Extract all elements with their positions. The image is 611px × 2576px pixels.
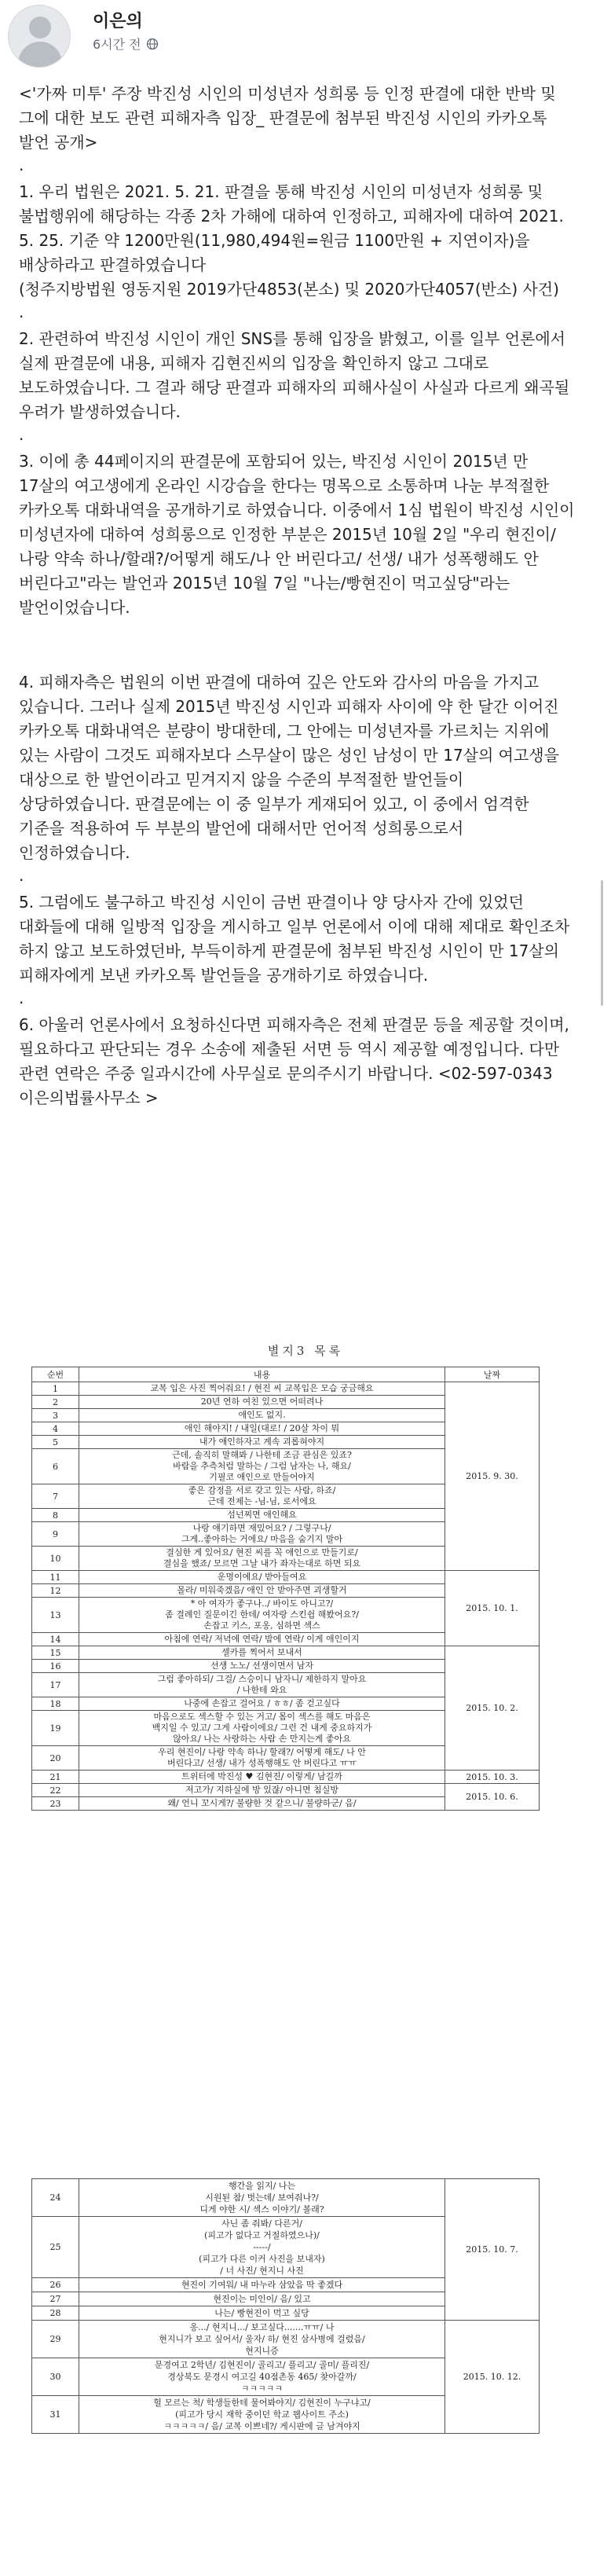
message-date: 2015. 9. 30. [445, 1382, 540, 1571]
judgment-attachment-page-2[interactable] [8, 2169, 603, 2570]
row-number: 7 [32, 1484, 79, 1509]
table-row [32, 2179, 540, 2217]
message-content: 현진이 기여워/ 내 마누라 삼았음 딱 좋겠다 [79, 2278, 445, 2292]
globe-icon [146, 38, 159, 50]
row-number: 24 [32, 2179, 79, 2217]
post-paragraph-4: 4. 피해자측은 법원의 이번 판결에 대하여 깊은 안도와 감사의 마음을 가지고 있습니다. 그러나 실제 2015년 박진성 시인과 피해자 사이에 약 한 달간 이어진 카카오톡 대화내역은 분량이 방대한데, 그 안에는 미성년자를 가르치는 지위에 있는 사람이 그것도 피해자보다 스무살이 많은 성인 남성이 만 17살의 여고생을 대상으로 한 발언이라고 믿겨지지 않을 수준의 부적절한 발언들이 상당하였습니다. 판결문에는 이 중 일부가 게재되어 있고, 이 중에서 엄격한 기준을 적용하여 두 부분의 발언에 대해서만 언어적 성희롱으로서 인정하였습니다. [19, 673, 565, 862]
header-no: 순번 [32, 1367, 79, 1382]
message-content: 운명이에요/ 받아들여요 [79, 1571, 445, 1584]
post-title-paragraph: <'가짜 미투' 주장 박진성 시인의 미성년자 성희롱 등 인정 판결에 대한 반박 및 그에 대한 보도 관련 피해자측 입장_ 판결문에 첨부된 박진성 시인의 카카오톡 발언 공개> [19, 84, 562, 152]
row-number: 10 [32, 1547, 79, 1571]
author-name[interactable]: 이은의 [93, 12, 143, 31]
message-content: 문경여고 2학년/ 김현진이/ 골리고/ 플리고/ 골미/ 플리진/ 경상북도 문경시 여고길 40점촌동 465/ 찾아갈까/ ㅋㅋㅋㅋㅋ [79, 2358, 445, 2396]
avatar[interactable] [8, 5, 71, 68]
row-number: 31 [32, 2396, 79, 2434]
row-number: 21 [32, 1771, 79, 1784]
message-content: 그럼 좋아하되/ 그걸/ 스승이니 남자니/ 제한하지 말아요 / 나한테 와요 [79, 1673, 445, 1697]
message-content: 섬넌찌면 애인해요 [79, 1509, 445, 1522]
table-row [32, 2321, 540, 2358]
message-content: 나중에 손잡고 걸어요 / ㅎㅎ/ 좀 걷고싶다 [79, 1697, 445, 1711]
attachment-title: 별지3 목록 [267, 1344, 344, 1358]
message-content: 선생 노노/ 선생이면서 남자 [79, 1660, 445, 1673]
row-number: 9 [32, 1522, 79, 1547]
message-content: 근데, 솔직히 말해봐 / 나한테 조금 관심은 있죠? 바람을 추측처럼 말하는 / 그럼 남자는 나, 해요/ 기필코 애인으로 만들어야지 [79, 1449, 445, 1484]
message-content: 사닌 좀 줘봐/ 다른거/ (피고가 없다고 거절하였으나)/ -----/ (피고가 다른 이커 사진을 보내자) / 너 사진/ 현지니 사진 [79, 2217, 445, 2278]
message-date: 2015. 10. 2. [445, 1646, 540, 1771]
row-number: 6 [32, 1449, 79, 1484]
message-content: 우리 현진이/ 나랑 약속 하나/ 할래?/ 어떻게 해도/ 나 안 버린다고/ 선생/ 내가 성폭행해도 안 버린다고 ㅠㅠ [79, 1746, 445, 1771]
post-body [19, 82, 580, 1110]
row-number: 12 [32, 1584, 79, 1598]
row-number: 29 [32, 2321, 79, 2358]
separator-dot: . [19, 989, 24, 1007]
table-row [32, 1382, 540, 1396]
table-row [32, 1784, 540, 1797]
row-number: 3 [32, 1409, 79, 1422]
post-paragraph-2: 2. 관련하여 박진성 시인이 개인 SNS를 통해 입장을 밝혔고, 이를 일부 언론에서 실제 판결문에 내용, 피해자 김현진씨의 입장을 확인하지 않고 그대로 보도하였습니다. 그 결과 해당 판결과 피해자의 피해사실이 사실과 다르게 왜곡될 우려가 발생하였습니다. [19, 329, 575, 421]
row-number: 2 [32, 1396, 79, 1409]
row-number: 17 [32, 1673, 79, 1697]
row-number: 15 [32, 1646, 79, 1660]
scrollbar[interactable] [601, 880, 603, 1006]
header-date: 날짜 [445, 1367, 540, 1382]
row-number: 25 [32, 2217, 79, 2278]
message-date: 2015. 10. 12. [445, 2321, 540, 2434]
post-paragraph-5: 5. 그럼에도 불구하고 박진성 시인이 금번 판결이나 양 당사자 간에 있었던 대화들에 대해 일방적 입장을 게시하고 일부 언론에서 이에 대해 제대로 확인조차 하지 않고 보도하였던바, 부득이하게 판결문에 첨부된 박진성 시인이 만 17살의 피해자에게 보낸 카카오톡 발언들을 공개하기로 하였습니다. [19, 893, 575, 985]
post-time[interactable]: 6시간 전 [93, 37, 141, 52]
message-date: 2015. 10. 6. [445, 1784, 540, 1811]
row-number: 11 [32, 1571, 79, 1584]
row-number: 8 [32, 1509, 79, 1522]
post-paragraph-1: 1. 우리 법원은 2021. 5. 21. 판결을 통해 박진성 시인의 미성년자 성희롱 및 불법행위에 해당하는 각종 2차 가해에 대하여 인정하고, 피해자에 대하여 2021. 5. 25. 기준 약 1200만원(11,980,494원=원금 1100만원 + 지연이자)을 배상하라고 판결하였습니다 (청주지방법원 영동지원 2019가단4853(본소) 및 2020가단4057(반소) 사건) [19, 182, 564, 299]
message-content: 셀카를 찍어서 보내서 [79, 1646, 445, 1660]
table-header-row [32, 1367, 540, 1382]
message-content: 몰라/ 미워죽겠음/ 애인 안 받아주면 괴생할거 [79, 1584, 445, 1598]
judgment-attachment-page-1[interactable] [8, 1328, 603, 2123]
row-number: 28 [32, 2306, 79, 2321]
message-content: 애인도 없지. [79, 1409, 445, 1422]
message-content: 헐 모르는 척/ 학생들한테 물어봐야지/ 김현진이 누구냐고/ (피고가 당시 재학 중이던 학교 웹사이트 주소) ㅋㅋㅋㅋㅋ/ 음/ 교복 이쁘네?/ 게시판에 글 남겨야지 [79, 2396, 445, 2434]
row-number: 26 [32, 2278, 79, 2292]
message-content: 마음으로도 섹스할 수 있는 거고/ 몸이 섹스를 해도 마음은 백지일 수 있고/ 그게 사람이에요/ 그런 건 내게 중요하지가 않아요/ 나는 사랑하는 사람 손 만지는게 좋아요 [79, 1711, 445, 1746]
message-content: 애인 해야지! / 내일(대로! / 20살 차이 뭐 [79, 1422, 445, 1436]
post-meta [93, 35, 159, 53]
spacer [19, 620, 576, 670]
row-number: 23 [32, 1797, 79, 1811]
separator-dot: . [19, 156, 24, 174]
separator-dot: . [19, 303, 24, 321]
row-number: 1 [32, 1382, 79, 1396]
message-content: * 아 여자가 좋구나../ 바이도 아니고?/ 좀 결례인 질문이긴 한데/ 여자랑 스킨쉽 해봤어요?/ 손잡고 키스, 포옹, 심하면 섹스 [79, 1598, 445, 1633]
separator-dot: . [19, 425, 24, 444]
row-number: 5 [32, 1436, 79, 1449]
table-row [32, 1646, 540, 1660]
row-number: 27 [32, 2292, 79, 2306]
row-number: 22 [32, 1784, 79, 1797]
message-content: 결심한 게 있어요/ 현진 씨를 꼭 애인으로 만들기로/ 결심을 했죠/ 모르면 그날 내가 좌자는대로 하면 되요 [79, 1547, 445, 1571]
message-content: 왜/ 언니 꼬시게?/ 불량한 것 같으니/ 불량하군/ 음/ [79, 1797, 445, 1811]
row-number: 30 [32, 2358, 79, 2396]
row-number: 18 [32, 1697, 79, 1711]
message-content: 행간을 읽지/ 나는 시원된 참/ 벗는데/ 보여줘나?/ 디게 야한 시/ 섹스 이야기/ 볼래? [79, 2179, 445, 2217]
message-content: 나랑 얘기하면 재밌어요? / 그렇구나/ 그게..좋아하는 거에요/ 마음을 숨기지 말아 [79, 1522, 445, 1547]
header-content: 내용 [79, 1367, 445, 1382]
attachment-table-continued [31, 2178, 540, 2434]
row-number: 16 [32, 1660, 79, 1673]
message-date: 2015. 10. 3. [445, 1771, 540, 1784]
post-header [0, 0, 611, 79]
separator-dot: . [19, 866, 24, 885]
message-content: 20년 연하 여친 있으면 어떠려나 [79, 1396, 445, 1409]
message-date: 2015. 10. 7. [445, 2179, 540, 2321]
row-number: 13 [32, 1598, 79, 1633]
message-content: 현진이는 미인이/ 음/ 있고 [79, 2292, 445, 2306]
message-date: 2015. 10. 1. [445, 1571, 540, 1646]
message-content: 나는/ 빵현진이 먹고 싶당 [79, 2306, 445, 2321]
message-content: 옹.../ 현지니.../ 보고싶다.......ㅠㅠ/ 나 현지니가 보고 싶어서/ 울자/ 하/ 현진 삼사병에 걸렸음/ 현지니증 [79, 2321, 445, 2358]
row-number: 14 [32, 1633, 79, 1646]
post-paragraph-6: 6. 아울러 언론사에서 요청하신다면 피해자측은 전체 판결문 등을 제공할 것이며, 필요하다고 판단되는 경우 소송에 제출된 서면 등 역시 제공할 예정입니다. 다만 관련 연락은 주중 일과시간에 사무실로 문의주시기 바랍니다. <02-597-0343 이은의법률사무소 > [19, 1015, 575, 1107]
message-content: 아침에 연락/ 저녁에 연락/ 밤에 연락/ 이게 애인이지 [79, 1633, 445, 1646]
message-content: 저고가/ 지하실에 방 있잖/ 아니면 침실방 [79, 1784, 445, 1797]
row-number: 19 [32, 1711, 79, 1746]
message-content: 좋은 감정을 서로 갖고 있는 사람, 하죠/ 근데 전제는 -님-님, 로서에요 [79, 1484, 445, 1509]
table-row [32, 1771, 540, 1784]
avatar-head [29, 17, 51, 39]
message-content: 트위터에 박진성 ♥ 김현진/ 이렇게/ 남길까 [79, 1771, 445, 1784]
row-number: 20 [32, 1746, 79, 1771]
table-row [32, 1571, 540, 1584]
attachment-table [31, 1367, 540, 1811]
row-number: 4 [32, 1422, 79, 1436]
avatar-body [18, 42, 62, 68]
message-content: 교복 입은 사진 찍어줘요! / 현진 씨 교복입은 모습 궁금해요 [79, 1382, 445, 1396]
post-paragraph-3: 3. 이에 총 44페이지의 판결문에 포함되어 있는, 박진성 시인이 2015년 만 17살의 여고생에게 온라인 시강습을 한다는 명목으로 소통하며 나눈 부적절한 카카오톡 대화내역을 공개하기로 하였습니다. 이중에서 1심 법원이 박진성 시인이 미성년자에 대하여 성희롱으로 인정한 부분은 2015년 10월 2일 "우리 현진이/나랑 약속 하나/할래?/어떻게 해도/나 안 버린다고/ 선생/ 내가 성폭행해도 안 버린다고"라는 발언과 2015년 10월 7일 "나는/빵현진이 먹고싶당"라는 발언이었습니다. [19, 452, 580, 617]
message-content: 내가 애인하자고 계속 괴롭혀야지 [79, 1436, 445, 1449]
